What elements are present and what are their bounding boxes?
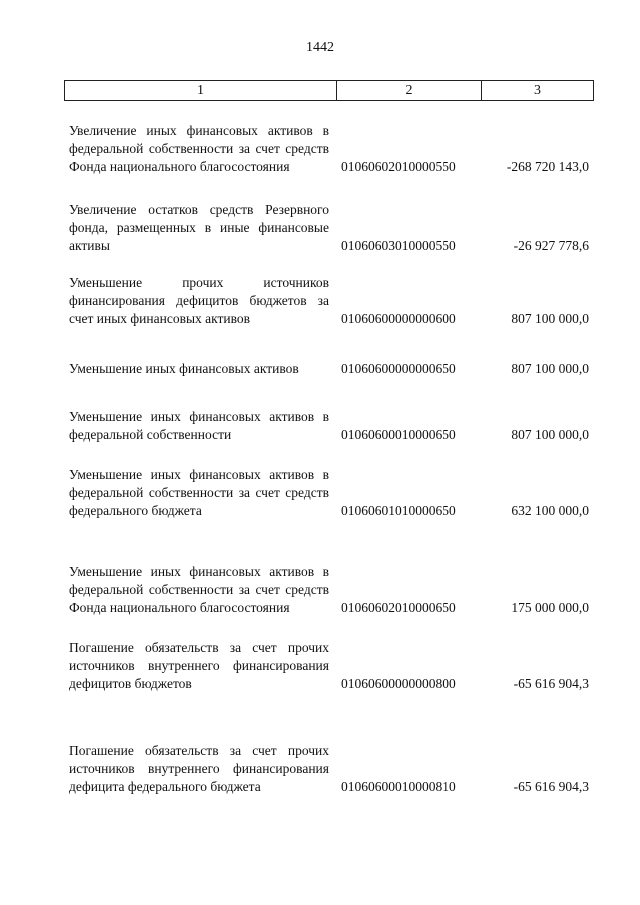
row-description: Уменьшение иных финансовых активов	[69, 361, 299, 376]
row-code: 01060600010000650	[341, 427, 456, 442]
row-description: Погашение обязательств за счет прочих источников внутреннего финансирования дефицита федерального бюджета	[69, 743, 329, 794]
table-row	[69, 724, 589, 796]
row-description: Уменьшение иных финансовых активов в федеральной собственности за счет средств Фонда национального благосостояния	[69, 564, 329, 615]
table-row	[69, 466, 589, 520]
row-amount: 807 100 000,0	[511, 361, 589, 376]
row-amount: 807 100 000,0	[511, 427, 589, 442]
row-amount: 807 100 000,0	[511, 311, 589, 326]
page-number: 1442	[306, 40, 334, 55]
row-description: Увеличение остатков средств Резервного фонда, размещенных в иные финансовые активы	[69, 202, 329, 253]
row-amount: -26 927 778,6	[513, 238, 589, 253]
row-code: 01060600010000810	[341, 779, 456, 794]
row-code: 01060600000000600	[341, 311, 456, 326]
row-code: 01060603010000550	[341, 238, 456, 253]
row-description: Уменьшение прочих источников финансирования дефицитов бюджетов за счет иных финансовых активов	[69, 275, 329, 326]
table-row	[69, 201, 589, 255]
row-amount: 632 100 000,0	[511, 503, 589, 518]
row-amount: -268 720 143,0	[506, 159, 589, 174]
row-code: 01060602010000550	[341, 159, 456, 174]
row-amount: -65 616 904,3	[513, 676, 589, 691]
table-row	[69, 545, 589, 617]
row-amount: -65 616 904,3	[513, 779, 589, 794]
row-description: Увеличение иных финансовых активов в федеральной собственности за счет средств Фонда национального благосостояния	[69, 123, 329, 174]
row-code: 01060600000000650	[341, 361, 456, 376]
row-description: Погашение обязательств за счет прочих источников внутреннего финансирования дефицитов бюджетов	[69, 640, 329, 691]
row-code: 01060600000000800	[341, 676, 456, 691]
row-amount: 175 000 000,0	[511, 600, 589, 615]
header-col-3: 3	[534, 83, 541, 98]
table-row	[69, 408, 589, 444]
table-header	[64, 80, 594, 101]
header-col-2: 2	[337, 81, 482, 100]
row-code: 01060602010000650	[341, 600, 456, 615]
table-row	[69, 274, 589, 328]
header-col-1: 1	[65, 81, 337, 100]
row-description: Уменьшение иных финансовых активов в федеральной собственности	[69, 409, 329, 442]
table-row	[69, 104, 589, 176]
row-code: 01060601010000650	[341, 503, 456, 518]
table-row	[69, 639, 589, 693]
table-row	[69, 360, 589, 378]
row-description: Уменьшение иных финансовых активов в федеральной собственности за счет средств федерального бюджета	[69, 467, 329, 518]
